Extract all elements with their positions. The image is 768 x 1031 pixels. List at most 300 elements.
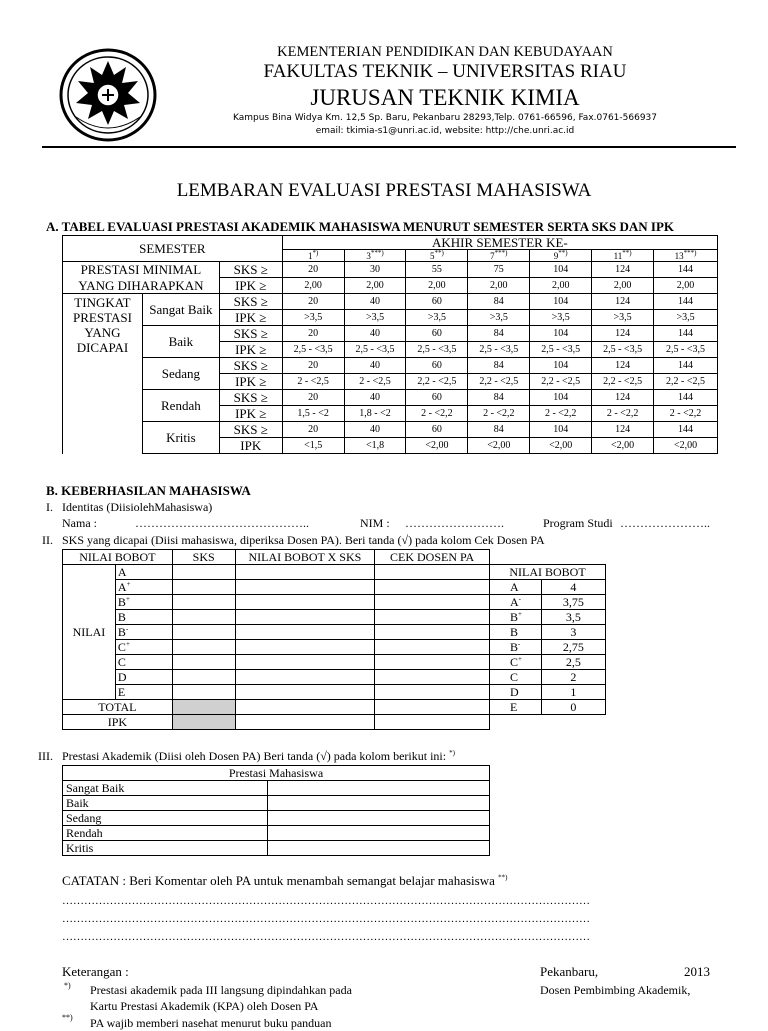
grade-letter: B xyxy=(510,640,519,654)
shaded-cell xyxy=(172,715,235,730)
prestasi-row xyxy=(63,826,490,841)
prestasi-row xyxy=(63,781,490,796)
cell: 2,00 xyxy=(592,278,654,294)
section-b-heading: B. KEBERHASILAN MAHASISWA xyxy=(46,483,251,498)
cell: 104 xyxy=(530,294,592,310)
cell: 2,5 - <3,5 xyxy=(406,342,468,358)
page-title: LEMBARAN EVALUASI PRESTASI MAHASISWA xyxy=(176,180,592,201)
cell: <2,00 xyxy=(530,438,592,454)
akhir-semester-header: AKHIR SEMESTER KE- xyxy=(282,236,717,250)
cell: 40 xyxy=(344,422,406,438)
level-name: Sedang xyxy=(142,358,219,390)
bobot-x-sks-cell[interactable] xyxy=(235,595,375,610)
ipk-label: IPK ≥ xyxy=(219,374,282,390)
ministry-line: KEMENTERIAN PENDIDIKAN DAN KEBUDAYAAN xyxy=(277,44,613,60)
cell: 124 xyxy=(592,262,654,278)
cell: 2,00 xyxy=(406,278,468,294)
university-logo xyxy=(58,47,158,143)
bobot-row xyxy=(490,670,606,685)
tingkat-line: PRESTASI xyxy=(73,310,132,325)
grade-letter: A xyxy=(510,595,519,609)
prestasi-row xyxy=(63,841,490,856)
prestasi-label: Sangat Baik xyxy=(63,781,268,796)
grade-letter: E xyxy=(117,685,126,699)
grade-mod: - xyxy=(125,625,129,633)
sks-label: SKS ≥ xyxy=(219,262,282,278)
note2-mark: **) xyxy=(62,1013,73,1022)
cek-dosen-cell[interactable] xyxy=(375,655,490,670)
semester-num: 13 xyxy=(674,251,684,261)
nim-field[interactable]: ……………………. xyxy=(405,516,504,530)
cell: <2,00 xyxy=(468,438,530,454)
grade-letter: B xyxy=(510,625,519,639)
shaded-cell xyxy=(172,700,235,715)
cell: 84 xyxy=(468,326,530,342)
sks-input-cell[interactable] xyxy=(172,640,235,655)
prestasi-check-cell[interactable] xyxy=(267,811,489,826)
bobot-x-sks-cell[interactable] xyxy=(235,655,375,670)
grade-row xyxy=(63,625,490,640)
bobot-grade xyxy=(490,670,542,685)
bobot-grade xyxy=(490,655,542,670)
semester-number xyxy=(468,250,530,262)
grade-cell xyxy=(115,580,172,595)
bobot-row xyxy=(490,625,606,640)
level-name: Sangat Baik xyxy=(142,294,219,326)
sks-table-header xyxy=(63,550,490,565)
cek-dosen-cell[interactable] xyxy=(375,700,490,715)
cek-dosen-cell[interactable] xyxy=(375,610,490,625)
grade-row xyxy=(63,670,490,685)
sks-input-cell[interactable] xyxy=(172,655,235,670)
department-line: JURUSAN TEKNIK KIMIA xyxy=(310,85,580,110)
sks-label: SKS ≥ xyxy=(219,422,282,438)
sks-input-cell[interactable] xyxy=(172,580,235,595)
cell: <2,00 xyxy=(654,438,718,454)
bobot-grade xyxy=(490,685,542,700)
bobot-row xyxy=(490,700,606,715)
semester-number xyxy=(654,250,718,262)
sks-label: SKS ≥ xyxy=(219,294,282,310)
grade-letter: A xyxy=(117,580,127,594)
semester-number xyxy=(282,250,344,262)
bobot-grade xyxy=(490,700,542,715)
tingkat-label xyxy=(63,294,143,454)
section-a-heading: A. TABEL EVALUASI PRESTASI AKADEMIK MAHASISWA MENURUT SEMESTER SERTA SKS DAN IPK xyxy=(46,219,675,234)
grade-letter: B xyxy=(117,610,126,624)
cell: 144 xyxy=(654,262,718,278)
cell: 20 xyxy=(282,422,344,438)
bobot-header: NILAI BOBOT xyxy=(490,565,606,580)
level-sks-row xyxy=(63,326,718,342)
grade-row xyxy=(63,640,490,655)
grade-mod: - xyxy=(518,640,521,648)
semester-header: SEMESTER xyxy=(63,236,283,262)
bobot-value: 3,75 xyxy=(541,595,605,610)
bobot-row xyxy=(490,685,606,700)
grade-cell xyxy=(115,655,172,670)
cell: >3,5 xyxy=(654,310,718,326)
value-cell[interactable] xyxy=(235,700,375,715)
semester-mark: *) xyxy=(312,249,319,257)
cell: >3,5 xyxy=(468,310,530,326)
cell: 104 xyxy=(530,390,592,406)
faculty-line: FAKULTAS TEKNIK – UNIVERSITAS RIAU xyxy=(263,61,627,82)
semester-mark: ***) xyxy=(370,249,384,257)
city-label: Pekanbaru, xyxy=(540,964,599,979)
address-line: Kampus Bina Widya Km. 12,5 Sp. Baru, Pekanbaru 28293,Telp. 0761-66596, Fax.0761-566937 xyxy=(232,113,658,123)
item-i-text: Identitas (DiisiolehMahasiswa) xyxy=(62,500,213,514)
note1-line1: Prestasi akademik pada III langsung dipindahkan pada xyxy=(90,983,352,997)
cell: 2 - <2,2 xyxy=(592,406,654,422)
cell: 144 xyxy=(654,326,718,342)
cell: 2,5 - <3,5 xyxy=(344,342,406,358)
bobot-row xyxy=(490,655,606,670)
cell: 20 xyxy=(282,390,344,406)
cell: 2,2 - <2,5 xyxy=(530,374,592,390)
grade-mod: + xyxy=(125,595,130,603)
cell: 2 - <2,2 xyxy=(530,406,592,422)
cell: 124 xyxy=(592,326,654,342)
grade-letter: A xyxy=(510,580,519,594)
cell: 2,5 - <3,5 xyxy=(592,342,654,358)
cell: 30 xyxy=(344,262,406,278)
cell: 124 xyxy=(592,358,654,374)
cell: 84 xyxy=(468,422,530,438)
bobot-value: 2,75 xyxy=(541,640,605,655)
bobot-grade xyxy=(490,610,542,625)
cell: 2,5 - <3,5 xyxy=(654,342,718,358)
cell: 104 xyxy=(530,422,592,438)
cell: 144 xyxy=(654,422,718,438)
bobot-value: 2 xyxy=(541,670,605,685)
cell: 104 xyxy=(530,326,592,342)
min-label-2: YANG DIHARAPKAN xyxy=(63,278,220,294)
semester-mark: ***) xyxy=(494,249,508,257)
cell: 20 xyxy=(282,262,344,278)
bobot-row xyxy=(490,580,606,595)
sks-input-cell[interactable] xyxy=(172,685,235,700)
sks-input-cell[interactable] xyxy=(172,625,235,640)
cell: 84 xyxy=(468,358,530,374)
grade-row xyxy=(63,595,490,610)
prodi-field[interactable]: ………………….. xyxy=(620,516,710,530)
bobot-value: 3 xyxy=(541,625,605,640)
cell: 60 xyxy=(406,294,468,310)
cell: 2,00 xyxy=(530,278,592,294)
prestasi-label: Baik xyxy=(63,796,268,811)
cell: 124 xyxy=(592,422,654,438)
semester-number xyxy=(530,250,592,262)
grade-letter: B xyxy=(117,625,126,639)
cell: <1,8 xyxy=(344,438,406,454)
cell: 60 xyxy=(406,358,468,374)
grade-mod: + xyxy=(125,640,130,648)
semester-num: 3 xyxy=(366,251,371,261)
sks-input-cell[interactable] xyxy=(172,670,235,685)
cell: 1,5 - <2 xyxy=(282,406,344,422)
total-row xyxy=(63,700,490,715)
semester-mark: **) xyxy=(622,249,632,257)
semester-num: 11 xyxy=(613,251,623,261)
item-iii-text: Prestasi Akademik (Diisi oleh Dosen PA) Beri tanda (√) pada kolom berikut ini: xyxy=(62,749,447,763)
item-iii-text-wrap xyxy=(62,749,455,764)
cell: 2,00 xyxy=(282,278,344,294)
grade-cell xyxy=(115,670,172,685)
sks-input-cell[interactable] xyxy=(172,565,235,580)
bobot-grade xyxy=(490,625,542,640)
catatan-mark: **) xyxy=(498,873,508,882)
cell: 2,2 - <2,5 xyxy=(468,374,530,390)
sks-label: SKS ≥ xyxy=(219,390,282,406)
cell: 2,00 xyxy=(344,278,406,294)
grade-letter: E xyxy=(510,700,518,714)
note2-text: PA wajib memberi nasehat menurut buku panduan xyxy=(90,1016,332,1030)
keterangan-label: Keterangan : xyxy=(62,964,129,979)
col-header: NILAI BOBOT xyxy=(63,550,173,565)
cek-dosen-cell[interactable] xyxy=(375,565,490,580)
cell: 84 xyxy=(468,294,530,310)
grade-row xyxy=(63,685,490,700)
prestasi-row xyxy=(63,796,490,811)
cell: 40 xyxy=(344,294,406,310)
cek-dosen-cell[interactable] xyxy=(375,595,490,610)
nama-field[interactable]: …………………………………….. xyxy=(135,516,309,530)
prestasi-label: Rendah xyxy=(63,826,268,841)
cek-dosen-cell[interactable] xyxy=(375,580,490,595)
year-label: 2013 xyxy=(684,964,710,979)
cell: 124 xyxy=(592,294,654,310)
cell: 55 xyxy=(406,262,468,278)
note1-line2: Kartu Prestasi Akademik (KPA) oleh Dosen PA xyxy=(90,999,319,1013)
evaluation-table xyxy=(62,235,718,454)
grade-cell xyxy=(115,625,172,640)
semester-number xyxy=(406,250,468,262)
bobot-x-sks-cell[interactable] xyxy=(235,565,375,580)
cell: 2,2 - <2,5 xyxy=(592,374,654,390)
cek-dosen-cell[interactable] xyxy=(375,685,490,700)
grade-cell xyxy=(115,610,172,625)
grade-letter: D xyxy=(510,685,519,699)
item-ii-label: II. xyxy=(42,533,53,547)
cell: 60 xyxy=(406,390,468,406)
bobot-x-sks-cell[interactable] xyxy=(235,640,375,655)
grade-row xyxy=(63,655,490,670)
bobot-value: 3,5 xyxy=(541,610,605,625)
grade-mod: + xyxy=(126,580,131,588)
bobot-value: 0 xyxy=(541,700,605,715)
prestasi-check-cell[interactable] xyxy=(267,796,489,811)
bobot-x-sks-cell[interactable] xyxy=(235,685,375,700)
grade-mod: + xyxy=(518,655,522,663)
contact-line: email: tkimia-s1@unri.ac.id, website: http://che.unri.ac.id xyxy=(315,126,575,136)
prodi-label: Program Studi xyxy=(543,516,613,530)
bobot-x-sks-cell[interactable] xyxy=(235,625,375,640)
cell: >3,5 xyxy=(530,310,592,326)
prestasi-header: Prestasi Mahasiswa xyxy=(63,766,490,781)
cek-dosen-cell[interactable] xyxy=(375,625,490,640)
grade-mod: - xyxy=(518,595,522,603)
cek-dosen-cell[interactable] xyxy=(375,640,490,655)
semester-num: 7 xyxy=(490,251,495,261)
level-sks-row xyxy=(63,358,718,374)
cell: 40 xyxy=(344,326,406,342)
comment-line-1[interactable]: ……………………………………………………………………………………………………………………………… xyxy=(62,895,590,907)
sks-input-cell[interactable] xyxy=(172,595,235,610)
catatan-text: CATATAN : Beri Komentar oleh PA untuk menambah semangat belajar mahasiswa xyxy=(62,873,495,888)
cell: 144 xyxy=(654,294,718,310)
cek-dosen-cell[interactable] xyxy=(375,715,490,730)
bobot-value: 2,5 xyxy=(541,655,605,670)
sks-input-cell[interactable] xyxy=(172,610,235,625)
cell: 40 xyxy=(344,358,406,374)
semester-mark: **) xyxy=(558,249,568,257)
level-sks-row xyxy=(63,422,718,438)
value-cell[interactable] xyxy=(235,715,375,730)
ipk-label: IPK ≥ xyxy=(219,406,282,422)
grade-letter: B xyxy=(117,595,126,609)
prestasi-table xyxy=(62,765,490,856)
level-name: Rendah xyxy=(142,390,219,422)
cell: 2,2 - <2,5 xyxy=(654,374,718,390)
prestasi-check-cell[interactable] xyxy=(267,826,489,841)
grade-letter: C xyxy=(117,655,126,669)
cell: 75 xyxy=(468,262,530,278)
semester-number xyxy=(344,250,406,262)
semester-number xyxy=(592,250,654,262)
cell: <1,5 xyxy=(282,438,344,454)
nim-label: NIM : xyxy=(360,516,390,530)
col-header: SKS xyxy=(172,550,235,565)
signer-label: Dosen Pembimbing Akademik, xyxy=(540,983,691,997)
comment-line-2[interactable]: ……………………………………………………………………………………………………………………………… xyxy=(62,913,590,925)
cell: 2,5 - <3,5 xyxy=(530,342,592,358)
level-sks-row xyxy=(63,390,718,406)
cek-dosen-cell[interactable] xyxy=(375,670,490,685)
sks-label: SKS ≥ xyxy=(219,326,282,342)
note1-mark: *) xyxy=(64,981,71,990)
level-name: Baik xyxy=(142,326,219,358)
bobot-value: 4 xyxy=(541,580,605,595)
tingkat-line: TINGKAT xyxy=(74,295,131,310)
min-sks-row xyxy=(63,262,718,278)
grade-cell xyxy=(115,685,172,700)
semester-num: 5 xyxy=(429,251,435,261)
cell: <2,00 xyxy=(406,438,468,454)
cell: 2,5 - <3,5 xyxy=(282,342,344,358)
cell: 40 xyxy=(344,390,406,406)
header-divider xyxy=(42,146,736,148)
grade-row xyxy=(63,610,490,625)
item-iii-mark: *) xyxy=(449,749,455,757)
cell: 2 - <2,5 xyxy=(344,374,406,390)
grade-letter: B xyxy=(510,610,519,624)
cell: >3,5 xyxy=(406,310,468,326)
cell: 20 xyxy=(282,294,344,310)
grade-letter: A xyxy=(117,565,127,579)
cell: 60 xyxy=(406,326,468,342)
cell: 2,00 xyxy=(468,278,530,294)
comment-line-3[interactable]: ……………………………………………………………………………………………………………………………… xyxy=(62,931,590,943)
cell: 2 - <2,2 xyxy=(654,406,718,422)
bobot-grade xyxy=(490,640,542,655)
cell: <2,00 xyxy=(592,438,654,454)
grade-letter: C xyxy=(510,670,519,684)
prestasi-label: Kritis xyxy=(63,841,268,856)
grade-letter: C xyxy=(117,640,126,654)
bobot-table xyxy=(489,564,606,715)
cell: >3,5 xyxy=(344,310,406,326)
bobot-grade xyxy=(490,580,542,595)
ipk-label: IPK ≥ xyxy=(219,310,282,326)
cell: 20 xyxy=(282,326,344,342)
ipk-label: IPK ≥ xyxy=(219,278,282,294)
cell: 2,5 - <3,5 xyxy=(468,342,530,358)
tingkat-line: YANG xyxy=(84,325,121,340)
cell: 104 xyxy=(530,262,592,278)
col-header: NILAI BOBOT X SKS xyxy=(235,550,375,565)
level-sks-row xyxy=(63,294,718,310)
cell: 60 xyxy=(406,422,468,438)
cell: 2,00 xyxy=(654,278,718,294)
grade-cell xyxy=(115,565,172,580)
col-header: CEK DOSEN PA xyxy=(375,550,490,565)
bobot-row xyxy=(490,595,606,610)
bobot-x-sks-cell[interactable] xyxy=(235,580,375,595)
cell: 144 xyxy=(654,358,718,374)
min-label-1: PRESTASI MINIMAL xyxy=(63,262,220,278)
semester-mark: **) xyxy=(434,249,444,257)
nama-label: Nama : xyxy=(62,516,97,530)
grade-row xyxy=(63,580,490,595)
bobot-value: 1 xyxy=(541,685,605,700)
grade-cell xyxy=(115,595,172,610)
ipk-label: IPK ≥ xyxy=(219,342,282,358)
tingkat-line: DICAPAI xyxy=(76,340,129,355)
bobot-x-sks-cell[interactable] xyxy=(235,610,375,625)
grade-mod: + xyxy=(518,610,522,618)
sks-table xyxy=(62,549,490,730)
nilai-label: NILAI xyxy=(63,565,116,700)
ipk-label: IPK xyxy=(219,438,282,454)
prestasi-label: Sedang xyxy=(63,811,268,826)
item-ii-text: SKS yang dicapai (Diisi mahasiswa, diperiksa Dosen PA). Beri tanda (√) pada kolom Cek Dosen PA xyxy=(62,533,545,547)
grade-letter: D xyxy=(117,670,127,684)
cell: 2 - <2,2 xyxy=(406,406,468,422)
ipk-label: IPK xyxy=(63,715,173,730)
grade-cell xyxy=(115,640,172,655)
cell: 144 xyxy=(654,390,718,406)
prestasi-check-cell[interactable] xyxy=(267,781,489,796)
grade-row xyxy=(63,565,490,580)
bobot-x-sks-cell[interactable] xyxy=(235,670,375,685)
level-name: Kritis xyxy=(142,422,219,454)
prestasi-row xyxy=(63,811,490,826)
semester-num: 9 xyxy=(553,251,559,261)
bobot-row xyxy=(490,610,606,625)
bobot-row xyxy=(490,640,606,655)
cell: 2 - <2,5 xyxy=(282,374,344,390)
cell: 104 xyxy=(530,358,592,374)
semester-num: 1 xyxy=(307,251,313,261)
cell: 2,2 - <2,5 xyxy=(406,374,468,390)
ipk-row xyxy=(63,715,490,730)
cell: 2 - <2,2 xyxy=(468,406,530,422)
prestasi-check-cell[interactable] xyxy=(267,841,489,856)
sks-label: SKS ≥ xyxy=(219,358,282,374)
cell: 84 xyxy=(468,390,530,406)
cell: 20 xyxy=(282,358,344,374)
